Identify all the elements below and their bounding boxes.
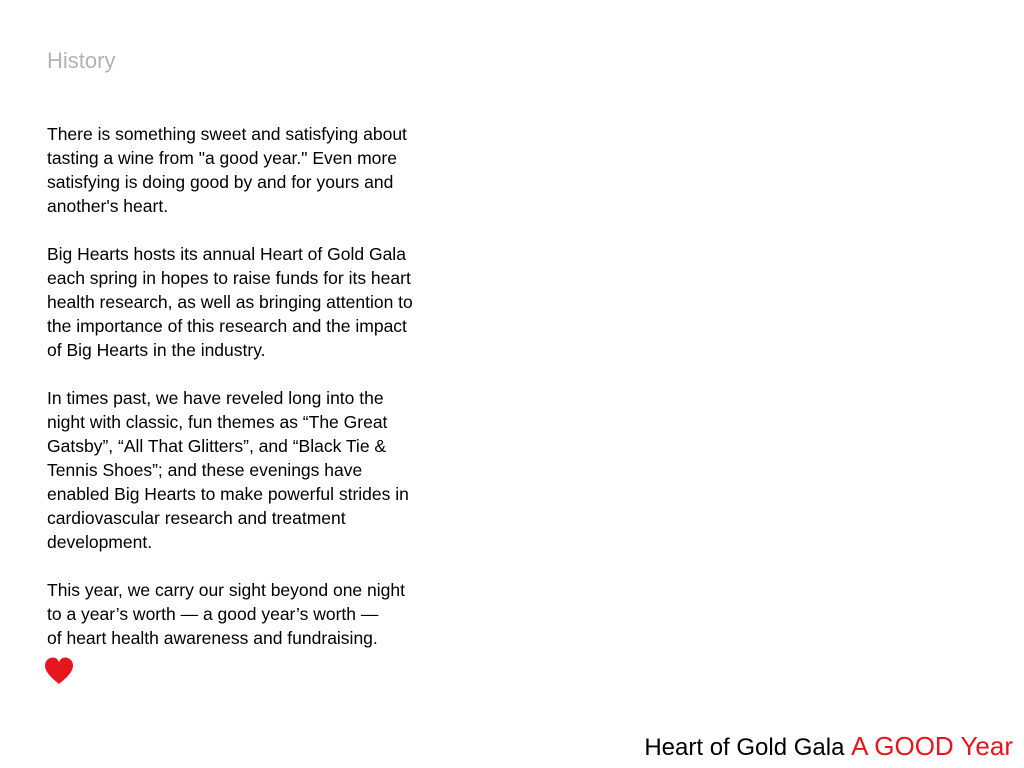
footer-event-name: Heart of Gold Gala — [644, 734, 845, 761]
history-body — [47, 122, 477, 650]
paragraph-this-year: This year, we carry our sight beyond one night to a year’s worth — a good year’s worth — of heart health awareness and fundraising. — [47, 580, 405, 648]
paragraph-intro: There is something sweet and satisfying about tasting a wine from "a good year." Even more satisfying is doing good by and for yours and another's heart. — [47, 124, 407, 216]
heart-icon — [44, 657, 74, 685]
section-title: History — [47, 48, 116, 73]
footer-title — [644, 730, 1013, 764]
footer-tagline: A GOOD Year — [851, 731, 1013, 761]
paragraph-gala: Big Hearts hosts its annual Heart of Gold Gala each spring in hopes to raise funds for its heart health research, as well as bringing attention to the importance of this research and the impact of Big Hearts in the industry. — [47, 244, 413, 360]
paragraph-past-themes: In times past, we have reveled long into the night with classic, fun themes as “The Great Gatsby”, “All That Glitters”, and “Black Tie & Tennis Shoes”; and these evenings have enabled Big Hearts to make powerful strides in cardiovascular research and treatment development. — [47, 388, 409, 552]
